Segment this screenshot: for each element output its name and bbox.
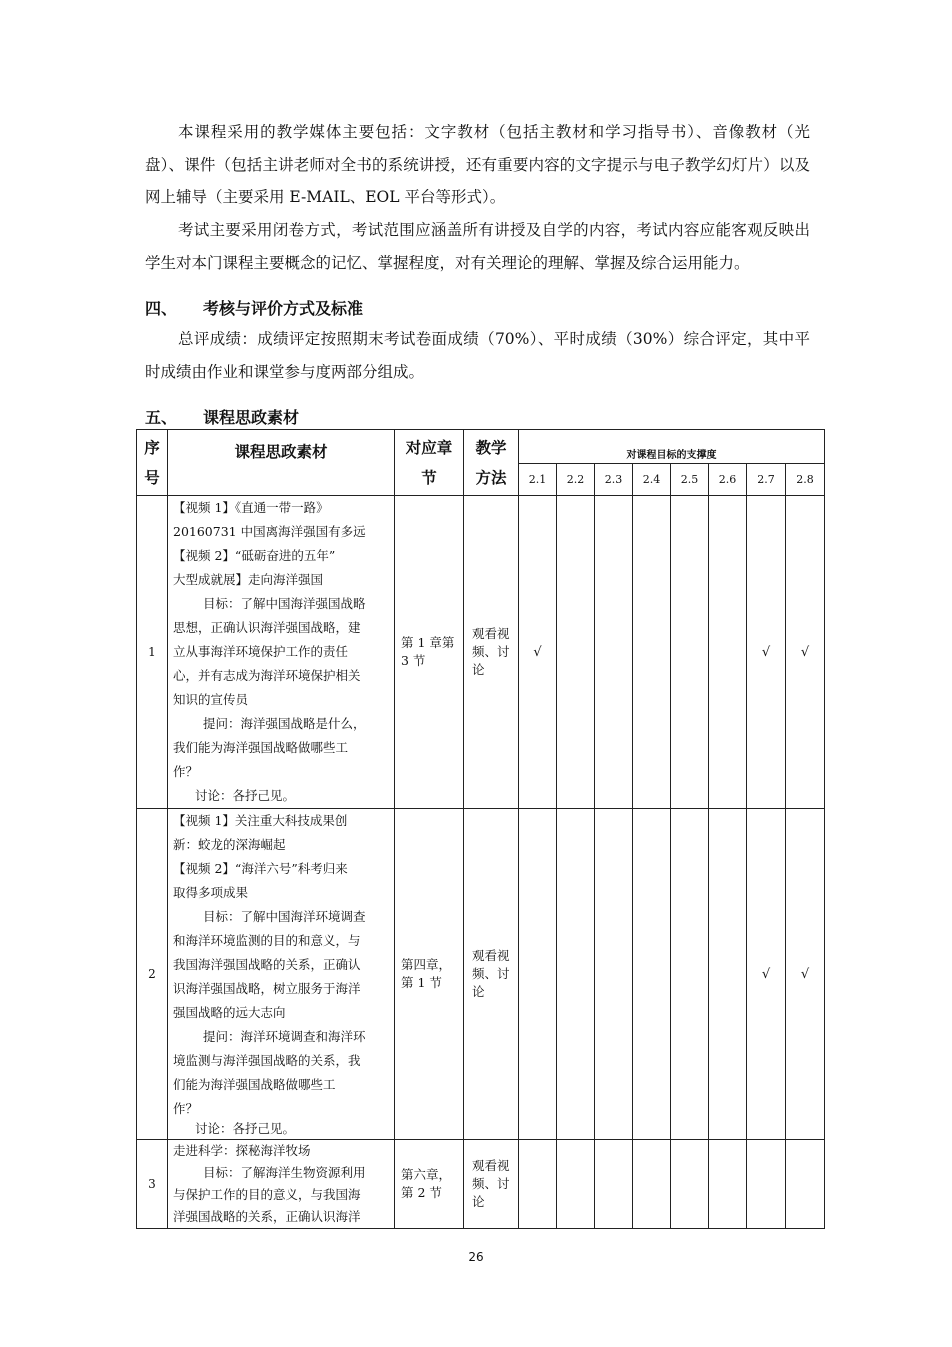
goal-2-6: 2.6: [709, 464, 747, 496]
header-seq: [137, 430, 168, 496]
material-line: 境监测与海洋强国战略的关系，我: [173, 1053, 361, 1068]
header-method-line-1: 教学: [475, 438, 507, 457]
table-row: [137, 1140, 825, 1229]
header-material: 课程思政素材: [168, 430, 395, 496]
support-check-2-1: [519, 1140, 557, 1229]
material-line: 提问：海洋环境调查和海洋环: [203, 1029, 366, 1044]
goal-2-2: 2.2: [557, 464, 595, 496]
header-chapter-line-2: 节: [421, 468, 437, 487]
goal-2-4: 2.4: [633, 464, 671, 496]
support-check-2-2: [557, 496, 595, 809]
material-line: 目标：了解中国海洋强国战略: [203, 596, 366, 611]
page-number: 26: [468, 1250, 484, 1264]
goal-2-7: 2.7: [747, 464, 786, 496]
support-check-2-2: [557, 1140, 595, 1229]
material-line: 取得多项成果: [173, 885, 249, 900]
section-4-number: 四、: [145, 299, 178, 318]
material-line: 洋强国战略的关系，正确认识海洋: [173, 1209, 361, 1224]
goal-2-3: 2.3: [595, 464, 633, 496]
material-line: 立从事海洋环境保护工作的责任: [173, 644, 349, 659]
support-check-2-4: [633, 1140, 671, 1229]
material-line: 们能为海洋强国战略做哪些工: [173, 1077, 336, 1092]
material-line: 目标：了解中国海洋环境调查: [203, 909, 366, 924]
material-line: 目标：了解海洋生物资源利用: [203, 1165, 366, 1180]
section-4-title: 考核与评价方式及标准: [203, 299, 364, 318]
material-line: 【视频 1】《直通一带一路》: [173, 500, 329, 515]
table-row: [137, 809, 825, 1140]
paragraph-exam: 考试主要采用闭卷方式，考试范围应涵盖所有讲授及自学的内容，考试内容应能客观反映出学生对本门课程主要概念的记忆、掌握程度，对有关理论的理解、掌握及综合运用能力。: [145, 221, 810, 272]
support-check-2-1: √: [519, 496, 557, 809]
chapter-cell: 第四章，第 1 节: [395, 809, 464, 1140]
material-line: 心，并有志成为海洋环境保护相关: [173, 668, 361, 683]
material-line: 与保护工作的目的意义，与我国海: [173, 1187, 361, 1202]
material-line: 【视频 2】“海洋六号”科考归来: [173, 861, 348, 876]
header-method-line-2: 方法: [475, 468, 507, 487]
header-seq-line-2: 号: [144, 468, 160, 487]
material-cell: [168, 809, 395, 1140]
support-check-2-7: √: [747, 496, 786, 809]
support-check-2-3: [595, 1140, 633, 1229]
material-line: 新：蛟龙的深海崛起: [173, 837, 286, 852]
material-line: 【视频 1】关注重大科技成果创: [173, 813, 348, 828]
paragraph-media: 本课程采用的教学媒体主要包括：文字教材（包括主教材和学习指导书）、音像教材（光盘）、课件（包括主讲老师对全书的系统讲授，还有重要内容的文字提示与电子教学幻灯片）以及网上辅导（主要采用 E-MAIL、EOL 平台等形式）。: [145, 123, 810, 206]
header-support: 对课程目标的支撑度: [519, 430, 825, 464]
header-chapter-line-1: 对应章: [405, 438, 453, 457]
support-check-2-7: [747, 1140, 786, 1229]
row-number: 1: [137, 496, 168, 809]
section-5-title: 课程思政素材: [203, 408, 300, 427]
paragraph-grading: 总评成绩：成绩评定按照期末考试卷面成绩（70%）、平时成绩（30%）综合评定，其中平时成绩由作业和课堂参与度两部分组成。: [145, 330, 810, 381]
material-line: 提问：海洋强国战略是什么，: [203, 716, 366, 731]
support-check-2-8: √: [786, 496, 825, 809]
material-line: 【视频 2】“砥砺奋进的五年”: [173, 548, 336, 563]
support-check-2-6: [709, 809, 747, 1140]
method-cell: 观看视频、讨论: [464, 496, 519, 809]
material-line: 思想，正确认识海洋强国战略，建: [173, 620, 361, 635]
goal-2-5: 2.5: [671, 464, 709, 496]
goal-2-8: 2.8: [786, 464, 825, 496]
table-row: [137, 496, 825, 809]
support-check-2-2: [557, 809, 595, 1140]
material-line: 作？: [173, 1101, 199, 1116]
material-line: 知识的宣传员: [173, 692, 249, 707]
material-line: 和海洋环境监测的目的和意义，与: [173, 933, 361, 948]
chapter-cell: 第六章，第 2 节: [395, 1140, 464, 1229]
support-check-2-5: [671, 809, 709, 1140]
support-check-2-5: [671, 1140, 709, 1229]
section-5-number: 五、: [145, 408, 178, 427]
header-seq-line-1: 序: [144, 438, 160, 457]
support-check-2-1: [519, 809, 557, 1140]
support-check-2-8: [786, 1140, 825, 1229]
header-chapter: [395, 430, 464, 496]
material-line: 走进科学：探秘海洋牧场: [173, 1143, 311, 1158]
material-line: 大型成就展】走向海洋强国: [173, 572, 324, 587]
row-number: 2: [137, 809, 168, 1140]
support-check-2-4: [633, 496, 671, 809]
material-line: 讨论：各抒己见。: [195, 1121, 296, 1136]
table-header-row: [137, 430, 825, 464]
material-cell: [168, 496, 395, 809]
section-5-heading: [145, 405, 299, 428]
goal-2-1: 2.1: [519, 464, 557, 496]
material-cell: [168, 1140, 395, 1229]
support-check-2-8: √: [786, 809, 825, 1140]
support-check-2-4: [633, 809, 671, 1140]
support-check-2-7: √: [747, 809, 786, 1140]
support-check-2-6: [709, 1140, 747, 1229]
header-method: [464, 430, 519, 496]
material-line: 识海洋强国战略，树立服务于海洋: [173, 981, 361, 996]
support-check-2-3: [595, 809, 633, 1140]
chapter-cell: 第 1 章第 3 节: [395, 496, 464, 809]
support-check-2-5: [671, 496, 709, 809]
material-line: 我们能为海洋强国战略做哪些工: [173, 740, 349, 755]
support-check-2-3: [595, 496, 633, 809]
material-line: 强国战略的远大志向: [173, 1005, 286, 1020]
material-line: 作？: [173, 764, 199, 779]
support-check-2-6: [709, 496, 747, 809]
row-number: 3: [137, 1140, 168, 1229]
section-4-heading: [145, 296, 363, 319]
material-line: 20160731 中国离海洋强国有多远: [173, 524, 366, 539]
method-cell: 观看视频、讨论: [464, 809, 519, 1140]
method-cell: 观看视频、讨论: [464, 1140, 519, 1229]
material-line: 讨论：各抒己见。: [195, 788, 296, 803]
material-line: 我国海洋强国战略的关系，正确认: [173, 957, 361, 972]
ideology-material-table: [136, 429, 825, 1229]
